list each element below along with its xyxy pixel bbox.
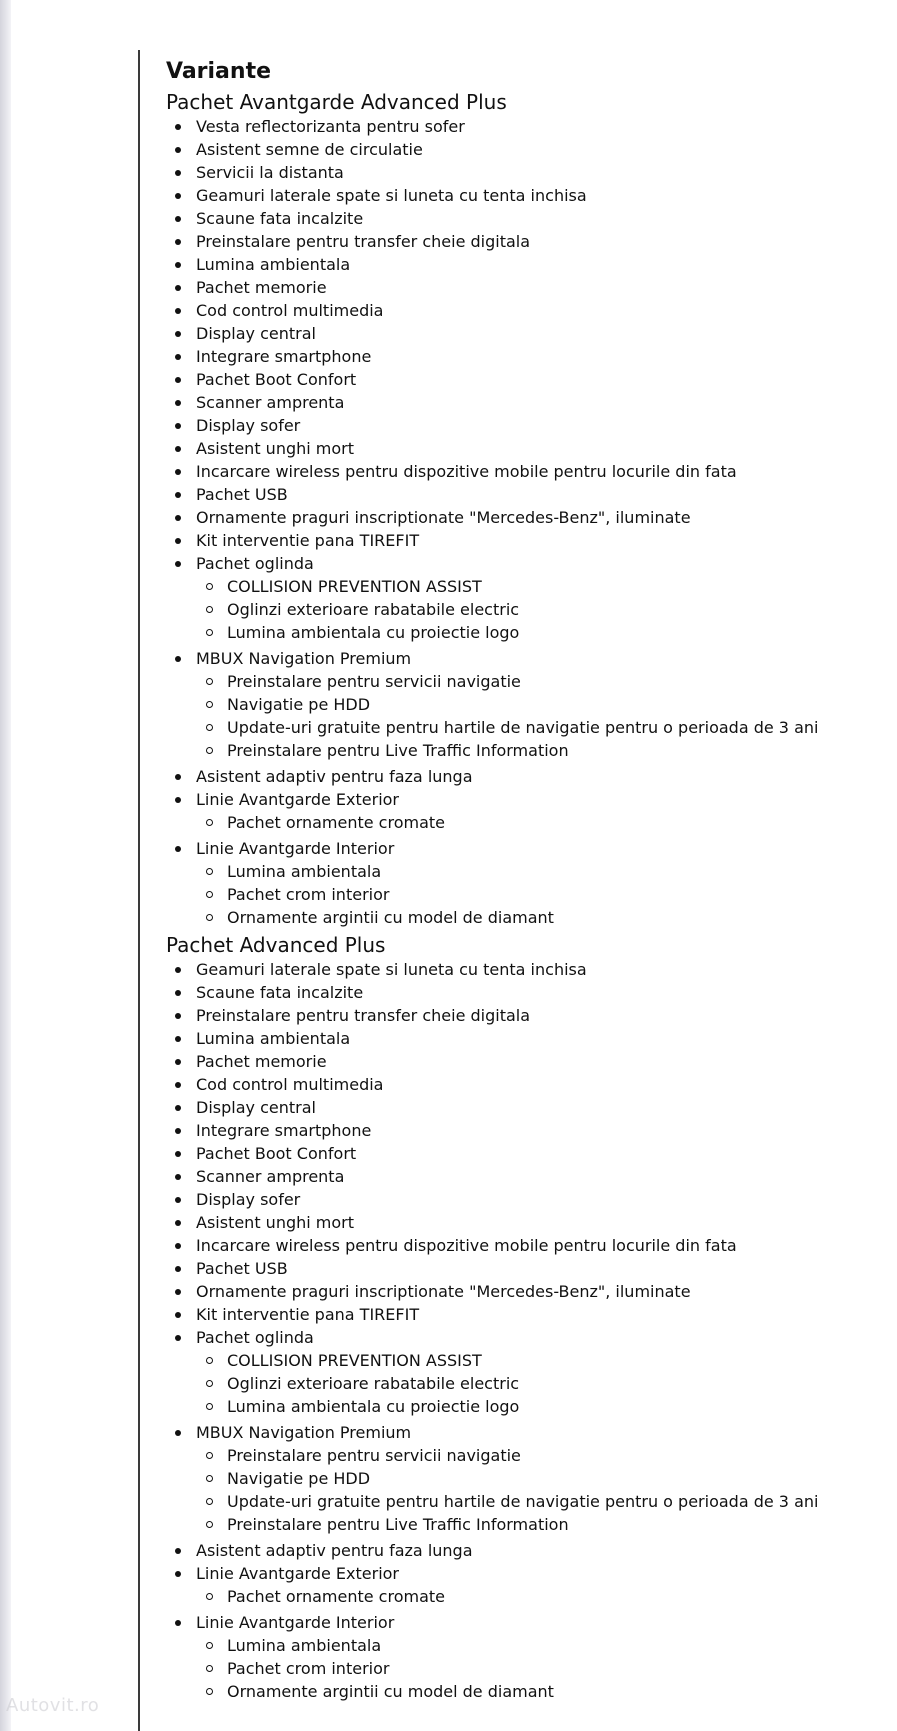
feature-list-item — [166, 837, 886, 929]
feature-list-item — [166, 506, 886, 529]
filled-bullet-icon — [175, 1335, 181, 1341]
sub-feature-item — [196, 575, 886, 598]
hollow-bullet-icon — [206, 1452, 213, 1459]
feature-label: Pachet memorie — [196, 278, 327, 297]
filled-bullet-icon — [175, 354, 181, 360]
watermark-logo: Autovit.ro — [6, 1695, 100, 1716]
feature-label: Preinstalare pentru transfer cheie digitala — [196, 232, 531, 251]
feature-list-item — [166, 1096, 886, 1119]
feature-list-item — [166, 391, 886, 414]
sub-feature-label: Lumina ambientala cu proiectie logo — [227, 623, 520, 642]
filled-bullet-icon — [175, 1220, 181, 1226]
filled-bullet-icon — [175, 515, 181, 521]
feature-label: Linie Avantgarde Exterior — [196, 1564, 399, 1583]
sub-feature-label: Oglinzi exterioare rabatabile electric — [227, 1374, 520, 1393]
sub-feature-label: Preinstalare pentru Live Traffic Information — [227, 1515, 569, 1534]
feature-list-item — [166, 1303, 886, 1326]
document-left-rule — [138, 50, 140, 1731]
feature-label: Pachet USB — [196, 1259, 288, 1278]
filled-bullet-icon — [175, 1174, 181, 1180]
sub-feature-item — [196, 693, 886, 716]
feature-list-item — [166, 138, 886, 161]
sub-feature-item — [196, 1657, 886, 1680]
feature-label: Pachet Boot Confort — [196, 370, 357, 389]
filled-bullet-icon — [175, 193, 181, 199]
left-edge-shadow — [0, 0, 11, 1731]
hollow-bullet-icon — [206, 724, 213, 731]
sub-feature-label: Update-uri gratuite pentru hartile de navigatie pentru o perioada de 3 ani — [227, 718, 819, 737]
hollow-bullet-icon — [206, 1593, 213, 1600]
filled-bullet-icon — [175, 423, 181, 429]
sub-feature-label: Oglinzi exterioare rabatabile electric — [227, 600, 520, 619]
filled-bullet-icon — [175, 1105, 181, 1111]
hollow-bullet-icon — [206, 1380, 213, 1387]
feature-list-item — [166, 1562, 886, 1608]
feature-label: Incarcare wireless pentru dispozitive mobile pentru locurile din fata — [196, 462, 737, 481]
filled-bullet-icon — [175, 377, 181, 383]
filled-bullet-icon — [175, 446, 181, 452]
filled-bullet-icon — [175, 308, 181, 314]
filled-bullet-icon — [175, 285, 181, 291]
filled-bullet-icon — [175, 1151, 181, 1157]
feature-label: Integrare smartphone — [196, 347, 372, 366]
sub-feature-list — [196, 1444, 886, 1536]
feature-list-item — [166, 230, 886, 253]
sub-feature-item — [196, 1513, 886, 1536]
filled-bullet-icon — [175, 990, 181, 996]
feature-list-item — [166, 368, 886, 391]
sub-feature-item — [196, 1634, 886, 1657]
feature-label: Pachet oglinda — [196, 1328, 314, 1347]
feature-label: Ornamente praguri inscriptionate "Mercedes-Benz", iluminate — [196, 1282, 691, 1301]
feature-list-item — [166, 322, 886, 345]
sub-feature-label: Update-uri gratuite pentru hartile de navigatie pentru o perioada de 3 ani — [227, 1492, 819, 1511]
filled-bullet-icon — [175, 1430, 181, 1436]
feature-list-item — [166, 958, 886, 981]
feature-label: Geamuri laterale spate si luneta cu tenta inchisa — [196, 960, 587, 979]
filled-bullet-icon — [175, 124, 181, 130]
sub-feature-list — [196, 811, 886, 834]
feature-list-item — [166, 299, 886, 322]
sub-feature-label: COLLISION PREVENTION ASSIST — [227, 577, 482, 596]
sub-feature-item — [196, 621, 886, 644]
sub-feature-item — [196, 1680, 886, 1703]
hollow-bullet-icon — [206, 1688, 213, 1695]
hollow-bullet-icon — [206, 1521, 213, 1528]
filled-bullet-icon — [175, 400, 181, 406]
filled-bullet-icon — [175, 561, 181, 567]
sub-feature-label: Ornamente argintii cu model de diamant — [227, 908, 554, 927]
sub-feature-label: Lumina ambientala — [227, 1636, 382, 1655]
sub-feature-item — [196, 906, 886, 929]
filled-bullet-icon — [175, 1036, 181, 1042]
sub-feature-item — [196, 739, 886, 762]
feature-label: Incarcare wireless pentru dispozitive mobile pentru locurile din fata — [196, 1236, 737, 1255]
feature-list-item — [166, 1211, 886, 1234]
feature-label: MBUX Navigation Premium — [196, 1423, 412, 1442]
feature-list-item — [166, 1119, 886, 1142]
sub-feature-item — [196, 670, 886, 693]
feature-list-item — [166, 552, 886, 644]
hollow-bullet-icon — [206, 891, 213, 898]
sub-feature-list — [196, 1634, 886, 1703]
feature-label: Vesta reflectorizanta pentru sofer — [196, 117, 465, 136]
filled-bullet-icon — [175, 492, 181, 498]
sub-feature-item — [196, 1444, 886, 1467]
sub-feature-item — [196, 716, 886, 739]
feature-label: MBUX Navigation Premium — [196, 649, 412, 668]
feature-list-item — [166, 1257, 886, 1280]
filled-bullet-icon — [175, 538, 181, 544]
feature-label: Linie Avantgarde Interior — [196, 1613, 395, 1632]
sub-feature-list — [196, 670, 886, 762]
feature-list-item — [166, 765, 886, 788]
sub-feature-list — [196, 860, 886, 929]
sub-feature-list — [196, 1349, 886, 1418]
feature-label: Pachet Boot Confort — [196, 1144, 357, 1163]
feature-label: Display sofer — [196, 416, 301, 435]
feature-label: Pachet USB — [196, 485, 288, 504]
hollow-bullet-icon — [206, 747, 213, 754]
hollow-bullet-icon — [206, 1665, 213, 1672]
hollow-bullet-icon — [206, 1357, 213, 1364]
feature-list-item — [166, 529, 886, 552]
filled-bullet-icon — [175, 331, 181, 337]
feature-label: Asistent unghi mort — [196, 1213, 355, 1232]
hollow-bullet-icon — [206, 606, 213, 613]
feature-label: Scaune fata incalzite — [196, 209, 364, 228]
feature-label: Scanner amprenta — [196, 393, 345, 412]
feature-list-item — [166, 253, 886, 276]
filled-bullet-icon — [175, 1620, 181, 1626]
hollow-bullet-icon — [206, 868, 213, 875]
sub-feature-label: Lumina ambientala cu proiectie logo — [227, 1397, 520, 1416]
filled-bullet-icon — [175, 1289, 181, 1295]
filled-bullet-icon — [175, 147, 181, 153]
filled-bullet-icon — [175, 774, 181, 780]
sub-feature-item — [196, 883, 886, 906]
feature-list-item — [166, 788, 886, 834]
feature-list-item — [166, 1280, 886, 1303]
hollow-bullet-icon — [206, 678, 213, 685]
feature-label: Asistent adaptiv pentru faza lunga — [196, 1541, 473, 1560]
feature-label: Cod control multimedia — [196, 301, 384, 320]
sub-feature-label: Navigatie pe HDD — [227, 695, 371, 714]
filled-bullet-icon — [175, 1082, 181, 1088]
filled-bullet-icon — [175, 1128, 181, 1134]
sub-feature-label: Pachet ornamente cromate — [227, 813, 445, 832]
filled-bullet-icon — [175, 797, 181, 803]
sub-feature-list — [196, 575, 886, 644]
feature-label: Pachet oglinda — [196, 554, 314, 573]
filled-bullet-icon — [175, 1266, 181, 1272]
filled-bullet-icon — [175, 967, 181, 973]
sub-feature-item — [196, 1490, 886, 1513]
sub-feature-label: Navigatie pe HDD — [227, 1469, 371, 1488]
feature-label: Kit interventie pana TIREFIT — [196, 1305, 420, 1324]
sub-feature-label: COLLISION PREVENTION ASSIST — [227, 1351, 482, 1370]
filled-bullet-icon — [175, 1548, 181, 1554]
sub-feature-label: Pachet ornamente cromate — [227, 1587, 445, 1606]
package-feature-list — [166, 958, 886, 1703]
sub-feature-label: Ornamente argintii cu model de diamant — [227, 1682, 554, 1701]
sub-feature-item — [196, 598, 886, 621]
feature-label: Asistent semne de circulatie — [196, 140, 423, 159]
feature-list-item — [166, 1142, 886, 1165]
feature-list-item — [166, 1165, 886, 1188]
feature-label: Scanner amprenta — [196, 1167, 345, 1186]
feature-list-item — [166, 1326, 886, 1418]
feature-label: Lumina ambientala — [196, 255, 351, 274]
sub-feature-label: Pachet crom interior — [227, 1659, 390, 1678]
package-feature-list — [166, 115, 886, 929]
feature-list-item — [166, 276, 886, 299]
feature-label: Linie Avantgarde Interior — [196, 839, 395, 858]
feature-list-item — [166, 414, 886, 437]
packages-container — [166, 89, 886, 1703]
feature-label: Pachet memorie — [196, 1052, 327, 1071]
sub-feature-label: Preinstalare pentru Live Traffic Information — [227, 741, 569, 760]
hollow-bullet-icon — [206, 914, 213, 921]
hollow-bullet-icon — [206, 1642, 213, 1649]
sub-feature-item — [196, 860, 886, 883]
sub-feature-item — [196, 1395, 886, 1418]
feature-label: Linie Avantgarde Exterior — [196, 790, 399, 809]
hollow-bullet-icon — [206, 629, 213, 636]
sub-feature-item — [196, 1372, 886, 1395]
feature-list-item — [166, 460, 886, 483]
feature-label: Preinstalare pentru transfer cheie digitala — [196, 1006, 531, 1025]
hollow-bullet-icon — [206, 1475, 213, 1482]
hollow-bullet-icon — [206, 1498, 213, 1505]
feature-label: Scaune fata incalzite — [196, 983, 364, 1002]
filled-bullet-icon — [175, 656, 181, 662]
sub-feature-item — [196, 1467, 886, 1490]
feature-label: Ornamente praguri inscriptionate "Mercedes-Benz", iluminate — [196, 508, 691, 527]
filled-bullet-icon — [175, 170, 181, 176]
sub-feature-label: Preinstalare pentru servicii navigatie — [227, 1446, 521, 1465]
feature-list-item — [166, 161, 886, 184]
feature-label: Asistent adaptiv pentru faza lunga — [196, 767, 473, 786]
feature-list-item — [166, 1027, 886, 1050]
feature-label: Lumina ambientala — [196, 1029, 351, 1048]
sub-feature-item — [196, 811, 886, 834]
feature-list-item — [166, 1421, 886, 1536]
feature-label: Cod control multimedia — [196, 1075, 384, 1094]
feature-label: Display central — [196, 1098, 316, 1117]
sub-feature-label: Pachet crom interior — [227, 885, 390, 904]
feature-label: Asistent unghi mort — [196, 439, 355, 458]
feature-list-item — [166, 345, 886, 368]
feature-list-item — [166, 981, 886, 1004]
filled-bullet-icon — [175, 1312, 181, 1318]
sub-feature-item — [196, 1349, 886, 1372]
filled-bullet-icon — [175, 1013, 181, 1019]
section-title: Variante — [166, 59, 272, 84]
feature-list-item — [166, 647, 886, 762]
feature-list-item — [166, 1188, 886, 1211]
hollow-bullet-icon — [206, 819, 213, 826]
feature-list-item — [166, 1234, 886, 1257]
hollow-bullet-icon — [206, 701, 213, 708]
filled-bullet-icon — [175, 1197, 181, 1203]
feature-list-item — [166, 483, 886, 506]
filled-bullet-icon — [175, 239, 181, 245]
variants-document — [166, 56, 886, 1706]
feature-list-item — [166, 1539, 886, 1562]
hollow-bullet-icon — [206, 583, 213, 590]
sub-feature-item — [196, 1585, 886, 1608]
feature-list-item — [166, 1050, 886, 1073]
feature-list-item — [166, 1611, 886, 1703]
feature-label: Geamuri laterale spate si luneta cu tenta inchisa — [196, 186, 587, 205]
feature-label: Display sofer — [196, 1190, 301, 1209]
feature-list-item — [166, 437, 886, 460]
feature-label: Servicii la distanta — [196, 163, 344, 182]
filled-bullet-icon — [175, 1243, 181, 1249]
filled-bullet-icon — [175, 1571, 181, 1577]
package-title: Pachet Advanced Plus — [166, 933, 386, 957]
sub-feature-list — [196, 1585, 886, 1608]
hollow-bullet-icon — [206, 1403, 213, 1410]
feature-list-item — [166, 184, 886, 207]
filled-bullet-icon — [175, 846, 181, 852]
sub-feature-label: Lumina ambientala — [227, 862, 382, 881]
feature-list-item — [166, 1004, 886, 1027]
feature-label: Integrare smartphone — [196, 1121, 372, 1140]
feature-list-item — [166, 1073, 886, 1096]
feature-list-item — [166, 115, 886, 138]
filled-bullet-icon — [175, 262, 181, 268]
filled-bullet-icon — [175, 216, 181, 222]
feature-label: Display central — [196, 324, 316, 343]
feature-list-item — [166, 207, 886, 230]
filled-bullet-icon — [175, 469, 181, 475]
feature-label: Kit interventie pana TIREFIT — [196, 531, 420, 550]
package-title: Pachet Avantgarde Advanced Plus — [166, 90, 507, 114]
sub-feature-label: Preinstalare pentru servicii navigatie — [227, 672, 521, 691]
filled-bullet-icon — [175, 1059, 181, 1065]
